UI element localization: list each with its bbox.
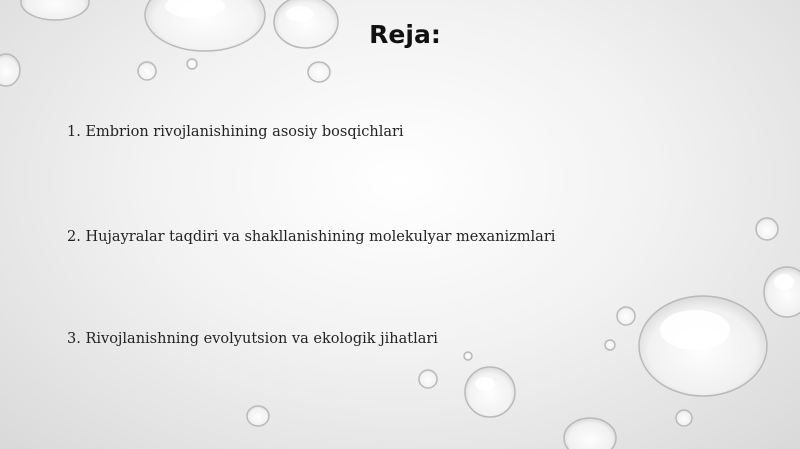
list-item: 3. Rivojlanishning evolyutsion va ekologik jihatlari [67, 331, 438, 347]
slide-title: Reja: [369, 20, 441, 49]
list-item: 2. Hujayralar taqdiri va shakllanishining molekulyar mexanizmlari [67, 229, 556, 245]
list-item: 1. Embrion rivojlanishining asosiy bosqichlari [67, 124, 404, 140]
